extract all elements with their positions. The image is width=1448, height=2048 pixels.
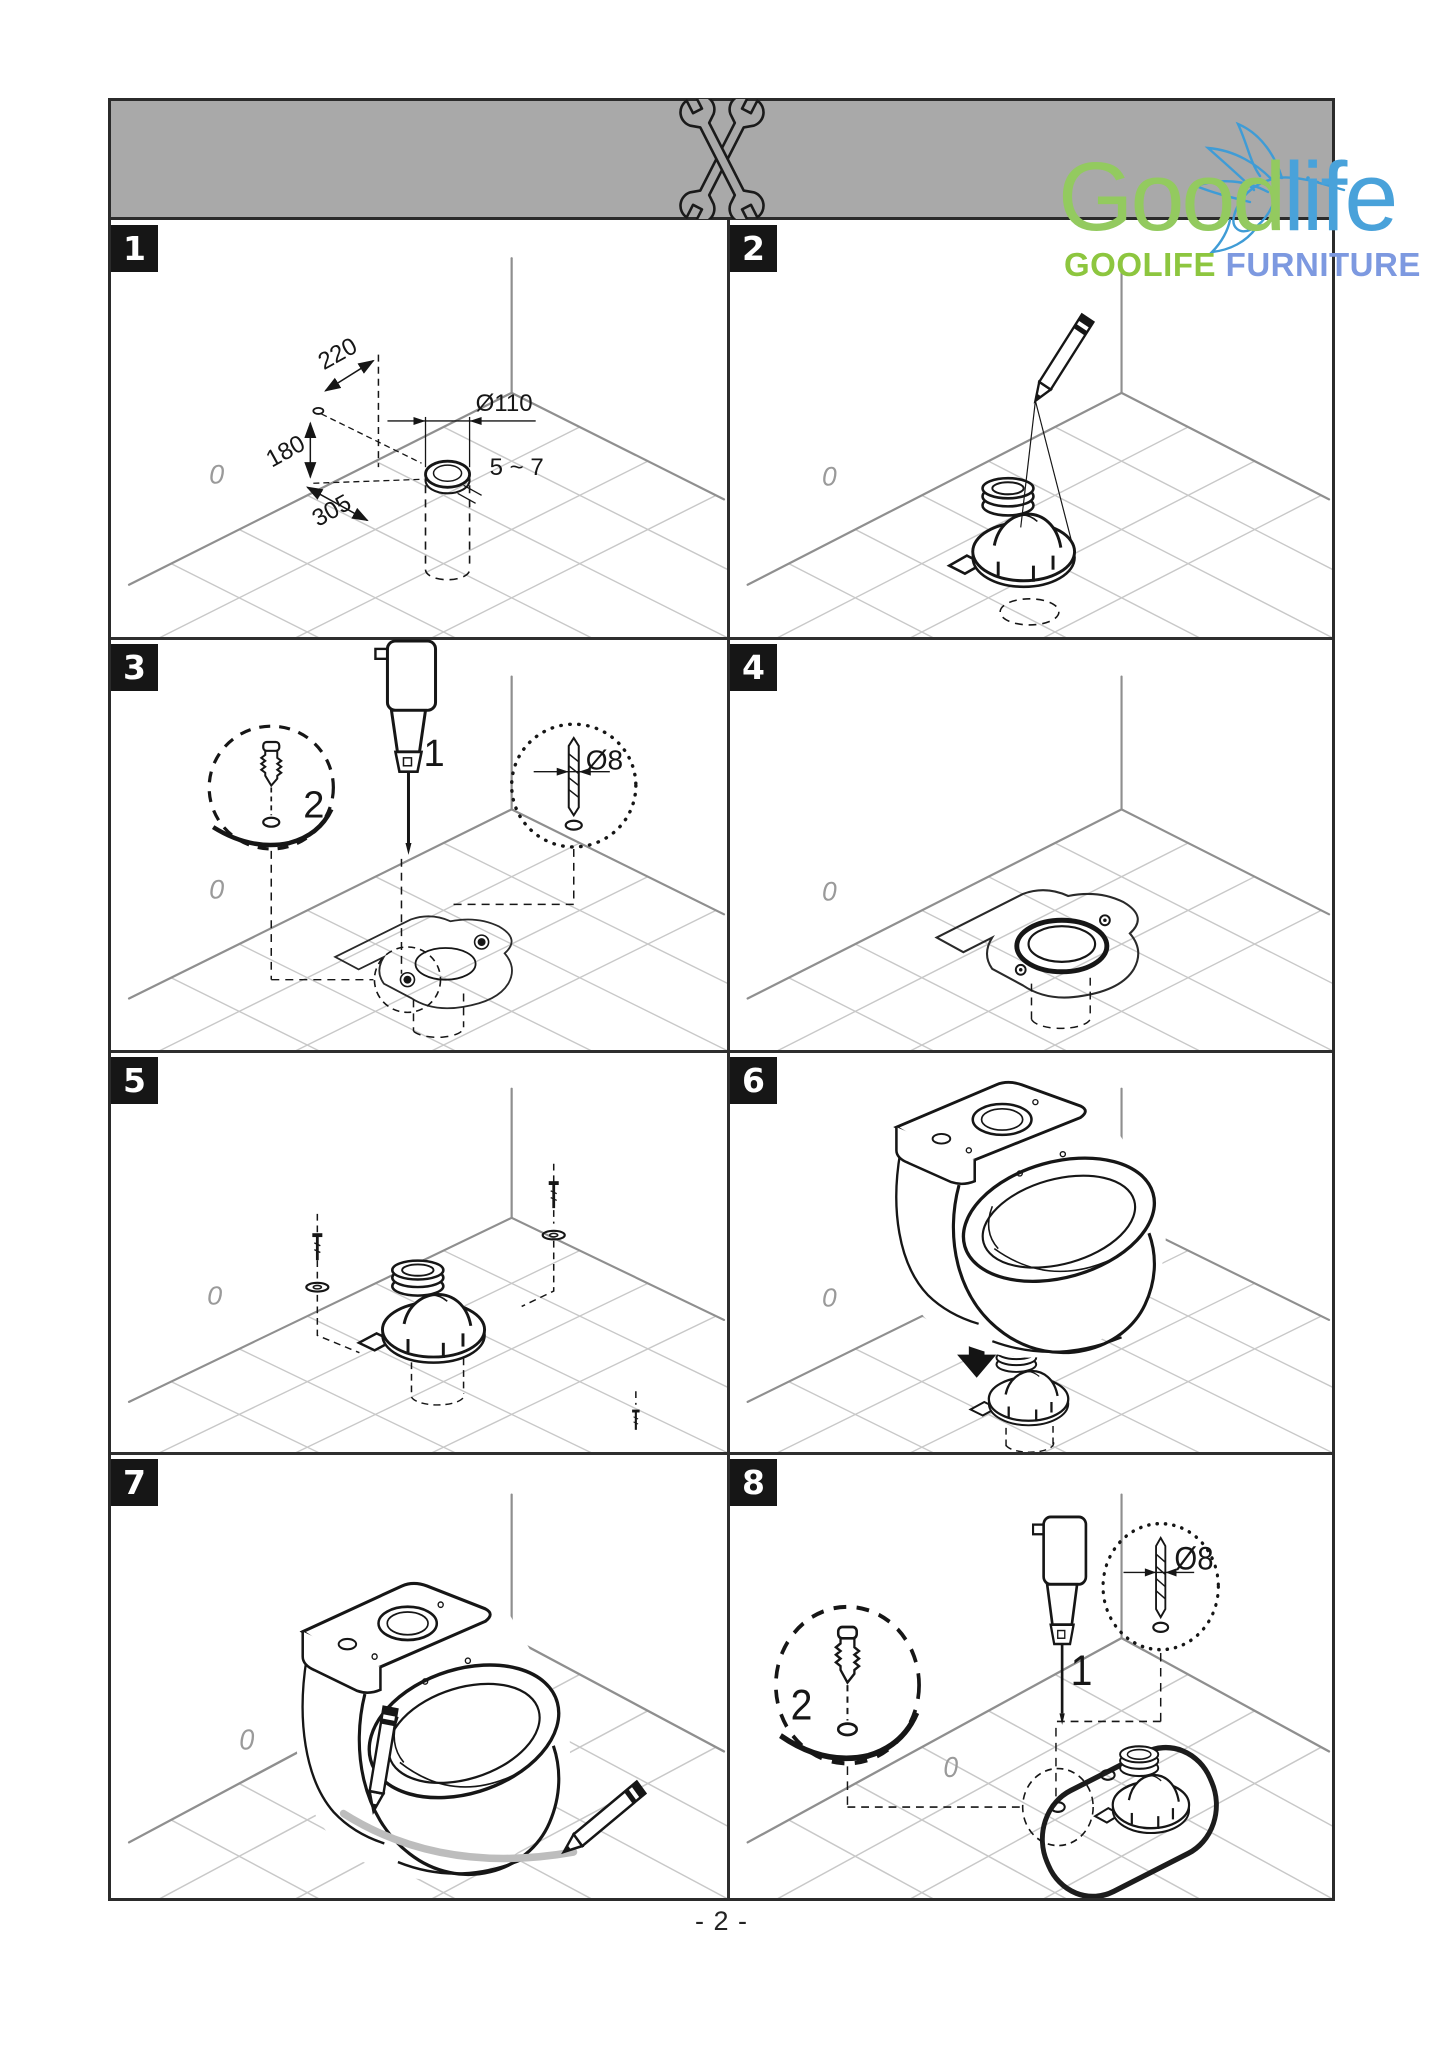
label-2: 2 [303, 784, 325, 827]
traced-outline [335, 916, 512, 1008]
floor-mark: 0 [207, 1280, 223, 1311]
tiled-floor [730, 677, 1332, 1050]
pencil-icon [1030, 314, 1094, 404]
panel-7-drawing [111, 1454, 727, 1898]
floor-mark: 0 [209, 874, 225, 905]
panel-1-drawing [111, 220, 727, 637]
panel-3-drawing [111, 639, 727, 1050]
panel-4-drawing [730, 639, 1332, 1050]
panel-5-drawing [111, 1052, 727, 1452]
brand-logo [1040, 108, 1440, 308]
step-number-badge: 8 [730, 1459, 777, 1506]
panel-6 [730, 1052, 1332, 1452]
logo-life: life [1283, 142, 1396, 251]
logo-good: Good [1058, 142, 1284, 251]
panel-7 [111, 1454, 727, 1898]
dim-220: 220 [313, 332, 362, 376]
leader-lines [317, 1164, 636, 1405]
drain-dashed [1006, 1426, 1054, 1452]
floor-mark: 0 [239, 1723, 255, 1756]
tiled-floor [111, 258, 727, 637]
label-1: 1 [423, 732, 445, 775]
screw-icon [312, 1235, 322, 1260]
dim-305: 305 [307, 489, 356, 533]
floor-mark: 0 [943, 1751, 959, 1784]
floor-mark: 0 [822, 1282, 837, 1313]
panel-6-drawing [730, 1052, 1332, 1452]
drain-dashed [1000, 599, 1059, 625]
step-number-badge: 2 [730, 225, 777, 272]
logo-goolife: GOOLIFE [1064, 246, 1216, 283]
panel-8-drawing [730, 1454, 1332, 1898]
logo-wordmark [1058, 142, 1396, 251]
panel-3 [111, 639, 727, 1050]
floor-mark: 0 [209, 458, 225, 490]
label-1: 1 [1070, 1646, 1093, 1695]
panel-4 [730, 639, 1332, 1050]
toilet-flange [359, 1261, 485, 1363]
step-number-badge: 6 [730, 1057, 777, 1104]
step-number-badge: 5 [111, 1057, 158, 1104]
floor-mark: 0 [822, 876, 837, 907]
screw-icon [549, 1183, 559, 1208]
logo-subtitle [1064, 246, 1421, 284]
tiled-floor [730, 1495, 1332, 1898]
step-number-badge: 1 [111, 225, 158, 272]
step-number-badge: 4 [730, 644, 777, 691]
step-number-badge: 7 [111, 1459, 158, 1506]
washer-icon [306, 1283, 328, 1292]
step-number-badge: 3 [111, 644, 158, 691]
floor-mark: 0 [822, 460, 837, 492]
label-bit: Ø8 [585, 744, 624, 776]
toilet-bowl [295, 1579, 573, 1880]
panel-1 [111, 220, 727, 637]
panel-5 [111, 1052, 727, 1452]
dim-gap: 5 ~ 7 [489, 454, 544, 482]
drill-bit-detail [512, 724, 636, 847]
panel-8 [730, 1454, 1332, 1898]
dim-diameter: Ø110 [475, 389, 533, 417]
seal-ring [1016, 915, 1110, 974]
dim-180: 180 [261, 429, 310, 474]
drain-dashed [411, 1359, 464, 1405]
leader-lines [847, 1653, 1160, 1807]
marked-holes [1023, 1769, 1115, 1846]
label-2: 2 [790, 1680, 813, 1729]
logo-furniture: FURNITURE [1225, 246, 1421, 283]
pencil-icon [559, 1782, 645, 1858]
crossed-wrenches-icon [662, 99, 782, 219]
label-bit: Ø8 [1174, 1540, 1214, 1577]
page-frame [108, 98, 1335, 1901]
toilet-bowl [889, 1078, 1169, 1357]
page-number: - 2 - [694, 1906, 748, 1936]
screw-icon [632, 1411, 640, 1430]
marked-holes [374, 935, 488, 1012]
